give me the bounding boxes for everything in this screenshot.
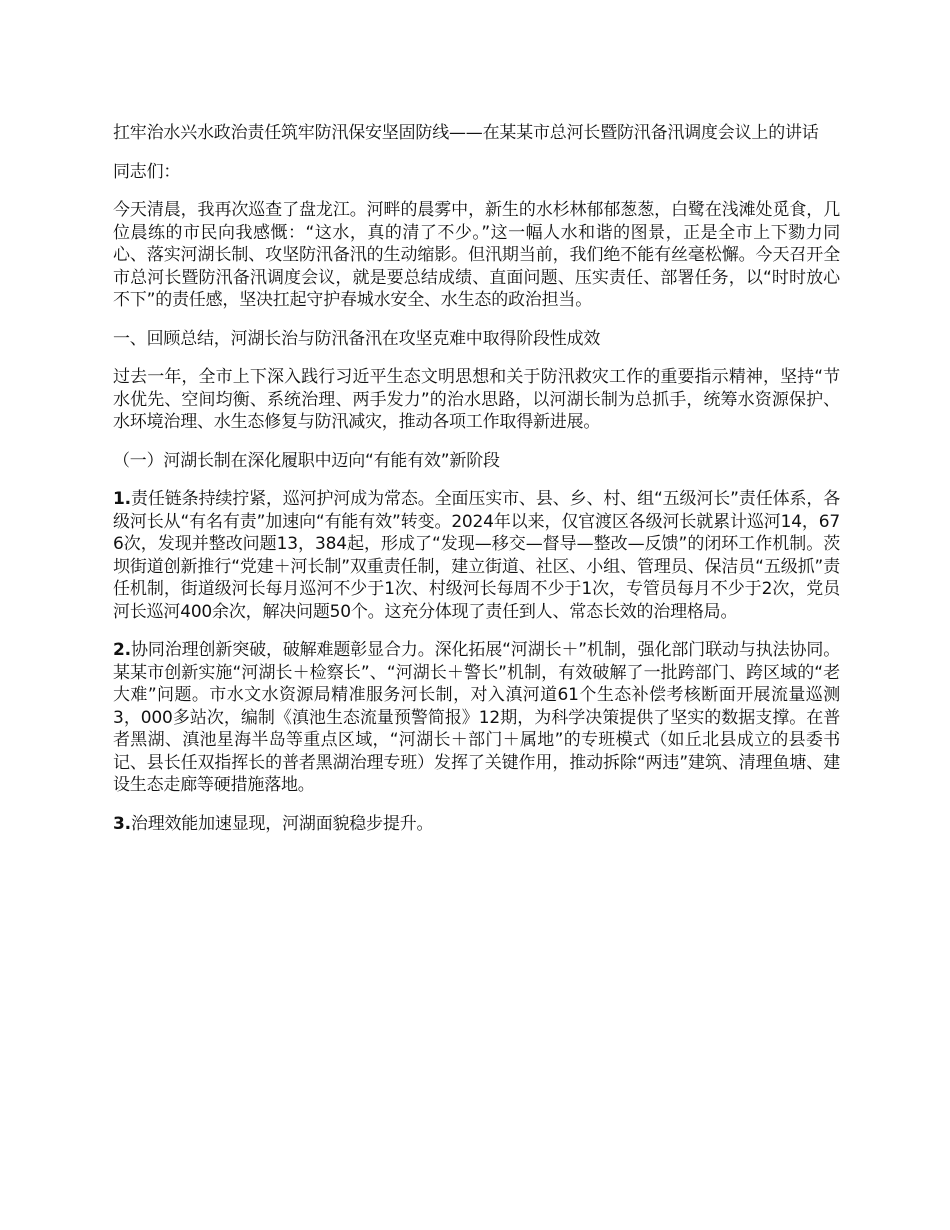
section-1-paragraph: 过去一年，全市上下深入践行习近平生态文明思想和关于防汛救灾工作的重要指示精神，坚持“节水优先、空间均衡、系统治理、两手发力”的治水思路，以河湖长制为总抓手，统筹水资源保护、水环境治理、水生态修复与防汛减灾，推动各项工作取得新进展。 — [113, 367, 840, 432]
salutation: 同志们： — [113, 161, 181, 182]
section-heading-1: 一、回顾总结，河湖长治与防汛备汛在攻坚克难中取得阶段性成效 — [113, 328, 601, 349]
document-page — [113, 122, 840, 851]
item-3-number: 3. — [113, 813, 131, 834]
item-2-number: 2. — [113, 640, 131, 660]
item-3-text: 治理效能加速显现，河湖面貌稳步提升。 — [130, 813, 434, 834]
document-title: 扛牢治水兴水政治责任筑牢防汛保安坚固防线——在某某市总河长暨防汛备汛调度会议上的讲话 — [113, 123, 819, 143]
item-1-text: 责任链条持续拧紧，巡河护河成为常态。全面压实市、县、乡、村、组“五级河长”责任体系，各级河长从“有名有责”加速向“有能有效”转变。2024年以来，仅官渡区各级河长就累计巡河14，676次，发现并整改问题13，384起，形成了“发现—移交—督导—整改—反馈”的闭环工作机制。茨坝街道创新推行“党建＋河长制”双重责任制，建立街道、社区、小组、管理员、保洁员“五级抓”责任机制，街道级河长每月巡河不少于1次、村级河长每周不少于1次，专管员每月不少于2次，党员河长巡河400余次，解决问题50个。这充分体现了责任到人、常态长效的治理格局。 — [113, 489, 840, 622]
item-2-text: 协同治理创新突破，破解难题彰显合力。深化拓展“河湖长＋”机制，强化部门联动与执法协同。某某市创新实施“河湖长＋检察长”、“河湖长＋警长”机制，有效破解了一批跨部门、跨区域的“老大难”问题。市水文水资源局精准服务河长制，对入滇河道61个生态补偿考核断面开展流量巡测3，000多站次，编制《滇池生态流量预警简报》12期，为科学决策提供了坚实的数据支撑。在普者黑湖、滇池星海半岛等重点区域，“河湖长＋部门＋属地”的专班模式（如丘北县成立的县委书记、县长任双指挥长的普者黑湖治理专班）发挥了关键作用，推动拆除“两违”建筑、清理鱼塘、建设生态走廊等硬措施落地。 — [113, 640, 840, 795]
item-1-paragraph — [113, 488, 840, 623]
intro-paragraph: 今天清晨，我再次巡查了盘龙江。河畔的晨雾中，新生的水杉林郁郁葱葱，白鹭在浅滩处觅食，几位晨练的市民向我感慨：“这水，真的清了不少。”这一幅人水和谐的图景，正是全市上下勠力同心、落实河湖长制、攻坚防汛备汛的生动缩影。但汛期当前，我们绝不能有丝毫松懈。今天召开全市总河长暨防汛备汛调度会议，就是要总结成绩、直面问题、压实责任、部署任务，以“时时放心不下”的责任感，坚决扛起守护春城水安全、水生态的政治担当。 — [113, 200, 840, 310]
subsection-heading-1: （一）河湖长制在深化履职中迈向“有能有效”新阶段 — [113, 450, 500, 471]
item-3-paragraph — [113, 813, 840, 836]
item-1-number: 1. — [113, 489, 131, 509]
item-2-paragraph — [113, 639, 840, 797]
